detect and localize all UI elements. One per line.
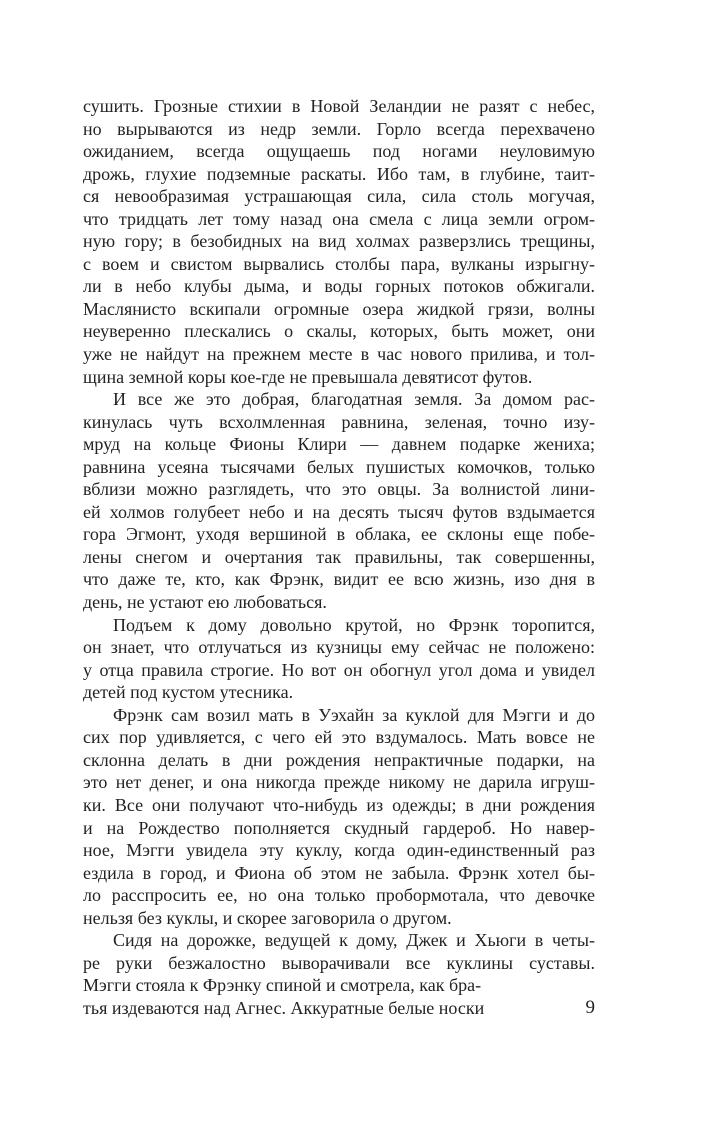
text-line: день, не устают ею любоваться.	[83, 592, 327, 613]
text-line: Сидя на дорожке, ведущей к дому, Джек и Хьюги в четы-	[113, 930, 595, 951]
text-line: Мэгги стояла к Фрэнку спиной и смотрела, как бра-	[83, 975, 482, 996]
text-line: что даже те, кто, как Фрэнк, видит ее всю жизнь, изо дня в	[83, 569, 595, 590]
text-line: ное, Мэгги увидела эту куклу, когда один-единственный раз	[83, 840, 595, 861]
text-line: ную гору; в безобидных на вид холмах разверзлись трещины,	[83, 231, 595, 252]
page-number: 9	[585, 997, 595, 1018]
text-line: уже не найдут на прежнем месте в час нового прилива, и тол-	[83, 344, 595, 365]
text-line: ездила в город, и Фиона об этом не забыла. Фрэнк хотел бы-	[83, 862, 595, 883]
text-line: мруд на кольце Фионы Клири — давнем подарке жениха;	[83, 434, 595, 455]
text-line: у отца правила строгие. Но вот он обогнул угол дома и увидел	[83, 659, 595, 680]
text-line: и на Рождество пополняется скудный гардероб. Но навер-	[83, 817, 595, 838]
text-line: ки. Все они получают что-нибудь из одежды; в дни рождения	[83, 794, 595, 815]
text-line: детей под кустом утесника.	[83, 682, 294, 703]
paragraph	[83, 614, 595, 704]
text-line: сушить. Грозные стихии в Новой Зеландии не разят с небес,	[83, 96, 595, 116]
text-line: неуверенно плескались о скалы, которых, быть может, они	[83, 321, 595, 342]
text-line: тья издеваются над Агнес. Аккуратные белые носки	[83, 997, 485, 1018]
text-line: дрожь, глухие подземные раскаты. Ибо там, в глубине, таит-	[83, 163, 595, 184]
text-line: гора Эгмонт, уходя вершиной в облака, ее склоны еще побе-	[83, 524, 595, 545]
text-line: что тридцать лет тому назад она смела с лица земли огром-	[83, 208, 595, 229]
text-line: ре руки безжалостно выворачивали все куклины суставы.	[83, 952, 595, 973]
text-line: Подъем к дому довольно крутой, но Фрэнк торопится,	[113, 614, 595, 635]
text-line: ожиданием, всегда ощущаешь под ногами неуловимую	[83, 141, 595, 162]
text-line: ся невообразимая устрашающая сила, сила столь могучая,	[83, 186, 595, 207]
text-line: щина земной коры кое-где не превышала девятисот футов.	[83, 366, 533, 387]
text-line: с воем и свистом вырвались столбы пара, вулканы изрыгну-	[83, 253, 595, 274]
text-line: кинулась чуть всхолмленная равнина, зеленая, точно изу-	[83, 411, 595, 432]
text-line: но вырываются из недр земли. Горло всегда перехвачено	[83, 118, 595, 139]
text-line: И все же это добрая, благодатная земля. За домом рас-	[113, 389, 595, 410]
text-line: Фрэнк сам возил мать в Уэхайн за куклой для Мэгги и до	[113, 704, 595, 725]
text-line: ло расспросить ее, но она только пробормотала, что девочке	[83, 885, 595, 906]
text-line: равнина усеяна тысячами белых пушистых комочков, только	[83, 456, 595, 477]
paragraph	[83, 704, 595, 929]
text-line: склонна делать в дни рождения непрактичные подарки, на	[83, 749, 595, 770]
text-line: он знает, что отлучаться из кузницы ему сейчас не положено:	[83, 637, 595, 658]
text-line: вблизи можно разглядеть, что это овцы. За волнистой лини-	[83, 479, 595, 500]
text-line: сих пор удивляется, с чего ей это вздумалось. Мать вовсе не	[83, 727, 595, 748]
text-column	[83, 95, 595, 1019]
text-line: нельзя без куклы, и скорее заговорила о другом.	[83, 907, 452, 928]
text-line: Маслянисто вскипали огромные озера жидкой грязи, волны	[83, 298, 595, 319]
text-line: это нет денег, и она никогда прежде никому не дарила игруш-	[83, 772, 595, 793]
text-line: ли в небо клубы дыма, и воды горных потоков обжигали.	[83, 276, 595, 297]
text-line: ей холмов голубеет небо и на десять тысяч футов вздымается	[83, 501, 595, 522]
paragraph	[83, 388, 595, 613]
text-line: лены снегом и очертания так правильны, так совершенны,	[83, 546, 595, 567]
paragraph	[83, 95, 595, 388]
